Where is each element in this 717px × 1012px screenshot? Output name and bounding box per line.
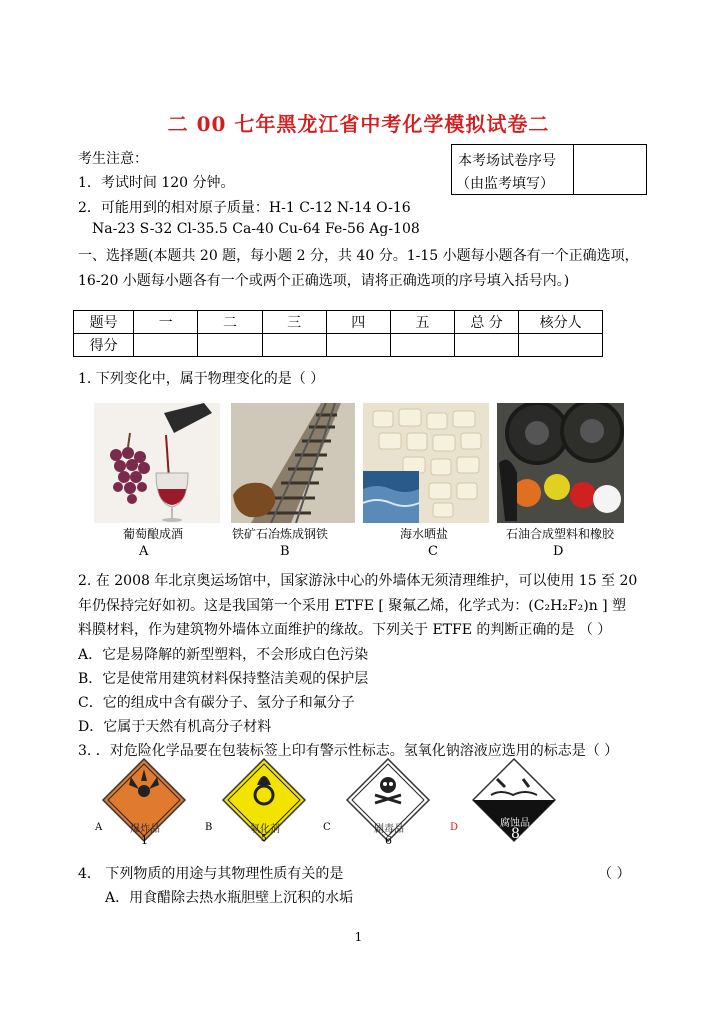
sign-num-c: 6 [385, 834, 392, 847]
sign-num-a: 1 [141, 834, 148, 847]
score-header-cell: 五 [390, 311, 454, 334]
q2-option-c: C．它的组成中含有碳分子、氢分子和氟分子 [78, 695, 355, 711]
q3-text: 3. ．对危险化学品要在包装标签上印有警示性标志。氢氧化钠溶液应选用的标志是（ ） [78, 743, 619, 759]
q1-letter-b: B [280, 544, 290, 559]
page-number: 1 [354, 930, 363, 944]
sign-label-c: 剧毒品 [374, 824, 404, 835]
sign-num-d: 8 [511, 826, 520, 842]
score-table [73, 310, 603, 357]
score-table-header-row [74, 311, 603, 334]
score-row-label: 得分 [74, 334, 134, 357]
score-cell[interactable] [198, 334, 262, 357]
q3-letter-d: D [450, 822, 459, 833]
q1-letter-d: D [553, 544, 564, 559]
q2-option-d: D．它属于天然有机高分子材料 [78, 719, 272, 735]
iron-ore-rail-image [231, 403, 355, 523]
score-header-cell: 二 [198, 311, 262, 334]
q1-letter-a: A [139, 544, 149, 559]
seat-label-line1: 本考场试卷序号 [458, 153, 556, 169]
q4-answer-bracket: （ ） [598, 866, 631, 882]
score-header-cell: 题号 [74, 311, 134, 334]
q1-caption-d: 石油合成塑料和橡胶 [506, 527, 615, 541]
q2-line3: 料膜材料，作为建筑物外墙体立面维护的缘故。下列关于 ETFE 的判断正确的是 （ ） [78, 622, 612, 638]
score-cell[interactable] [519, 334, 603, 357]
q1-caption-a: 葡萄酿成酒 [123, 527, 184, 541]
q3-letter-a: A [95, 822, 103, 833]
score-cell[interactable] [326, 334, 390, 357]
sign-label-d: 腐蚀品 [500, 818, 530, 829]
score-cell[interactable] [134, 334, 198, 357]
sign-num-b: 5 [261, 834, 267, 844]
score-cell[interactable] [262, 334, 326, 357]
seat-label-cell [452, 145, 574, 194]
q3-letter-c: C [323, 822, 331, 833]
notice-item-2b: Na-23 S-32 Cl-35.5 Ca-40 Cu-64 Fe-56 Ag-108 [92, 221, 420, 237]
score-cell[interactable] [390, 334, 454, 357]
q2-line1: 2. 在 2008 年北京奥运场馆中，国家游泳中心的外墙体无须清理维护，可以使用 15 至 20 [78, 573, 638, 589]
q2-option-a: A．它是易降解的新型塑料，不会形成白色污染 [78, 647, 369, 663]
q4-text: 4． 下列物质的用途与其物理性质有关的是 [78, 866, 344, 882]
notice-item-1: 1．考试时间 120 分钟。 [78, 175, 235, 191]
score-header-cell: 核分人 [519, 311, 603, 334]
sea-salt-image [363, 403, 489, 523]
q2-option-b: B．它是使常用建筑材料保持整洁美观的保护层 [78, 671, 369, 687]
score-header-cell: 总 分 [455, 311, 519, 334]
notice-item-2: 2．可能用到的相对原子质量：H-1 C-12 N-14 O-16 [78, 200, 411, 216]
notice-heading: 考生注意： [78, 151, 148, 167]
wine-grapes-image [94, 403, 220, 523]
q1-caption-b: 铁矿石冶炼成钢铁 [232, 527, 329, 541]
seat-number-box [451, 144, 647, 195]
q1-letter-c: C [428, 544, 438, 559]
score-header-cell: 三 [262, 311, 326, 334]
sign-label-b: 氧化剂 [250, 824, 280, 835]
plastic-rubber-image [497, 403, 624, 523]
seat-label-line2: （由监考填写） [456, 176, 554, 192]
q1-text: 1. 下列变化中，属于物理变化的是（ ） [78, 371, 325, 387]
q2-line2: 年仍保持完好如初。这是我国第一个采用 ETFE [ 聚氟乙烯，化学式为：(C₂H₂F₂)n ] 塑 [78, 598, 627, 614]
section1-line2: 16-20 小题每小题各有一个或两个正确选项，请将正确选项的序号填入括号内。) [78, 273, 570, 289]
q1-caption-c: 海水晒盐 [400, 527, 449, 541]
score-cell[interactable] [455, 334, 519, 357]
q4-option-a: A．用食醋除去热水瓶胆壁上沉积的水垢 [105, 890, 354, 906]
score-header-cell: 四 [326, 311, 390, 334]
score-table-row [74, 334, 603, 357]
q3-letter-b: B [205, 822, 213, 833]
page-title: 二 00 七年黑龙江省中考化学模拟试卷二 [167, 112, 550, 136]
section1-line1: 一、选择题(本题共 20 题，每小题 2 分，共 40 分。1-15 小题每小题各有一个正确选项， [78, 248, 639, 264]
score-header-cell: 一 [134, 311, 198, 334]
sign-label-a: 爆炸品 [130, 824, 160, 835]
